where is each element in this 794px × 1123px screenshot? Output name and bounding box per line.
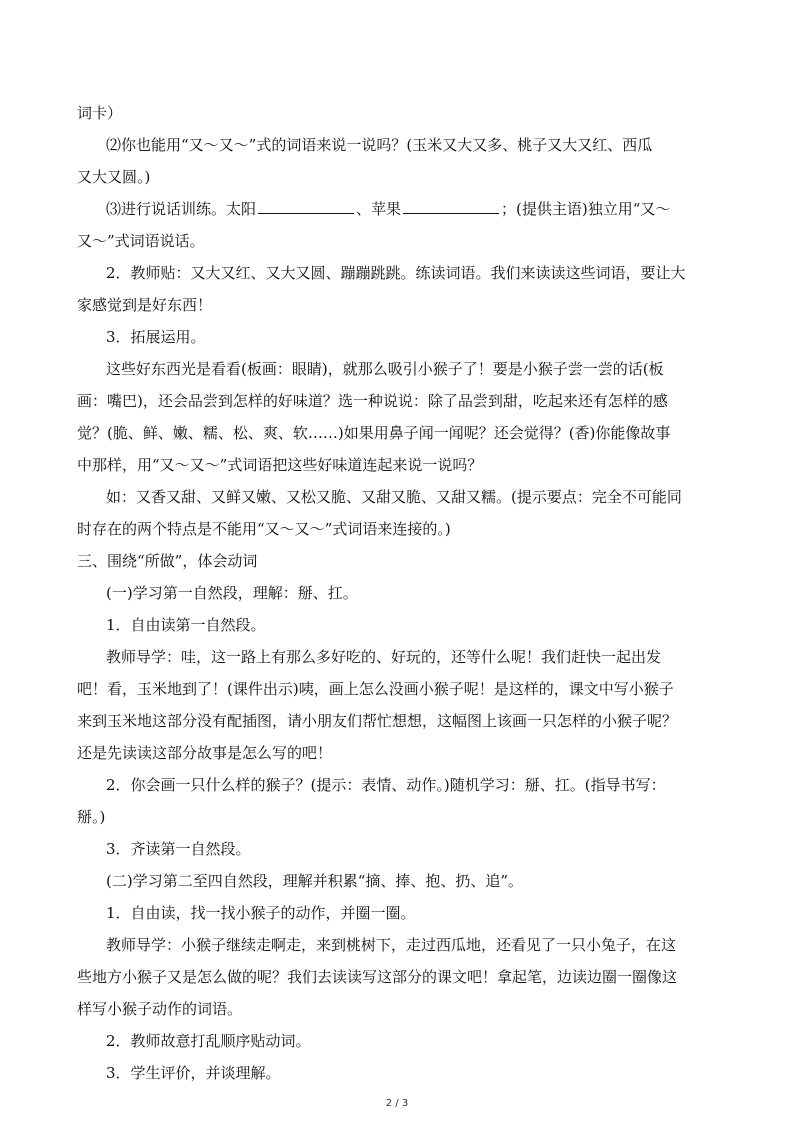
text-line: 吧！看，玉米地到了！(课件出示)咦，画上怎么没画小猴子呢！是这样的，课文中写小猴子 xyxy=(77,680,674,698)
text-line: 教师导学：哇，这一路上有那么多好吃的、好玩的，还等什么呢！我们赶快一起出发 xyxy=(106,648,662,666)
text-line: 掰。) xyxy=(77,808,106,826)
text-line: 中那样，用“又～又～”式词语把这些好味道连起来说一说吗？ xyxy=(77,456,483,474)
text-segment: 进行说话训练。太阳 xyxy=(121,200,257,218)
text-line: 家感觉到是好东西！ xyxy=(77,296,213,314)
text-line: 些地方小猴子又是怎么做的呢？我们去读读写这部分的课文吧！拿起笔，边读边圈一圈像这 xyxy=(77,968,678,986)
text-line: 2．教师贴：又大又红、又大又圆、蹦蹦跳跳。练读词语。我们来读读这些词语，要让大 xyxy=(106,264,686,282)
text-line: 教师导学：小猴子继续走啊走，来到桃树下，走过西瓜地，还看见了一只小兔子，在这 xyxy=(106,936,677,954)
text-segment: 、苹果 xyxy=(356,200,402,218)
text-line: 3．齐读第一自然段。 xyxy=(106,840,251,858)
text-line: 这些好东西光是看看(板画：眼睛)，就那么吸引小猴子了！要是小猴子尝一尝的话(板 xyxy=(106,360,664,378)
text-line: 词卡） xyxy=(77,104,123,122)
page-number: 2 / 3 xyxy=(385,1098,409,1109)
text-line: 来到玉米地这部分没有配插图，请小朋友们帮忙想想，这幅图上该画一只怎样的小猴子呢？ xyxy=(77,712,678,730)
text-line: 3．拓展运用。 xyxy=(106,328,206,346)
text-line: 1．自由读，找一找小猴子的动作，并圈一圈。 xyxy=(106,904,416,922)
text-line: 觉？(脆、鲜、嫩、糯、松、爽、软……)如果用鼻子闻一闻呢？还会觉得？(香)你能像故事 xyxy=(77,424,671,442)
text-line: 2．教师故意打乱顺序贴动词。 xyxy=(106,1032,311,1050)
text-segment: ；(提供主语)独立用“又～ xyxy=(501,200,671,218)
text-line: 又大又圆。) xyxy=(77,168,151,186)
item-marker: ⑶ xyxy=(106,200,122,218)
fill-in-blank xyxy=(403,199,499,214)
subsection-heading: (一)学习第一自然段，理解：掰、扛。 xyxy=(106,584,358,602)
text-line: 还是先读读这部分故事是怎么写的吧！ xyxy=(77,744,333,762)
section-heading: 三、围绕“所做”，体会动词 xyxy=(77,552,258,570)
text-line: ⑵你也能用“又～又～”式的词语来说一说吗？(玉米又大又多、桃子又大又红、西瓜 xyxy=(106,136,653,154)
text-line: 时存在的两个特点是不能用“又～又～”式词语来连接的。) xyxy=(77,520,451,538)
text-line: 1．自由读第一自然段。 xyxy=(106,616,266,634)
text-line: 又～”式词语说话。 xyxy=(77,232,205,250)
fill-in-blank xyxy=(258,199,354,214)
text-line: 样写小猴子动作的词语。 xyxy=(77,1000,243,1018)
text-line: 如：又香又甜、又鲜又嫩、又松又脆、又甜又脆、又甜又糯。(提示要点：完全不可能同 xyxy=(106,488,682,506)
text-line: 画：嘴巴)，还会品尝到怎样的好味道？选一种说说：除了品尝到甜，吃起来还有怎样的感 xyxy=(77,392,668,410)
text-line: 3．学生评价，并谈理解。 xyxy=(106,1064,281,1082)
text-line: 2．你会画一只什么样的猴子？(提示：表情、动作。)随机学习：掰、扛。(指导书写： xyxy=(106,776,666,794)
subsection-heading: (二)学习第二至四自然段，理解并积累“摘、捧、抱、扔、追”。 xyxy=(106,872,524,890)
text-line-with-blanks xyxy=(0,199,794,219)
